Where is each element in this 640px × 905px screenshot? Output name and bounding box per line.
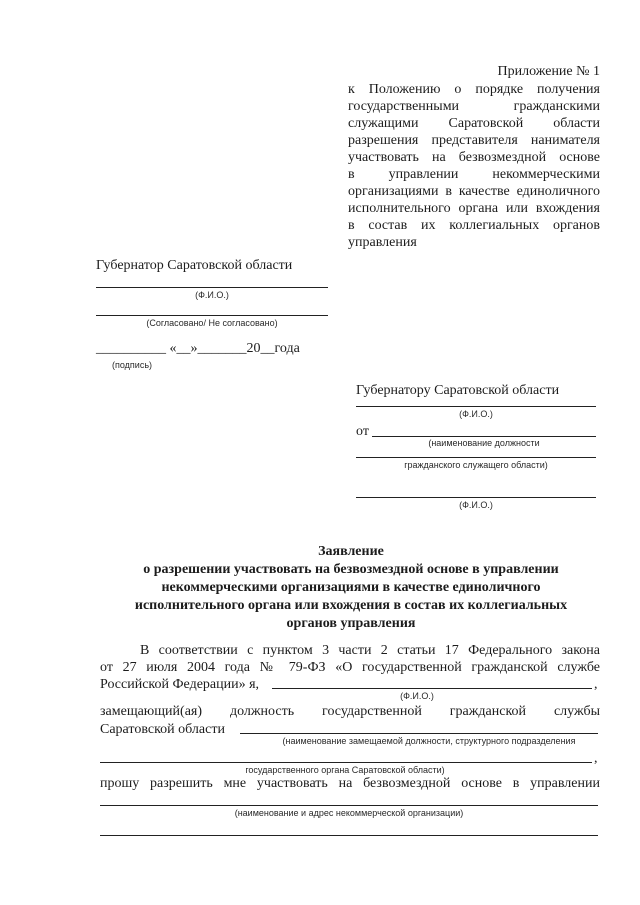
appendix-line: управления (348, 235, 417, 250)
body-p1-line2: от 27 июля 2004 года № 79-ФЗ «О государственной гражданской службе (100, 660, 600, 675)
body-position-line[interactable] (240, 733, 598, 734)
appendix-line: участвовать на безвозмездной основе (348, 150, 600, 165)
heading-line: органов управления (286, 616, 416, 631)
body-org-line-2[interactable] (100, 835, 598, 836)
appendix-line: служащими Саратовской области (348, 116, 600, 131)
body-p1-line3-comma: , (594, 677, 598, 692)
heading-line: исполнительного органа или вхождения в состав их коллегиальных (134, 598, 568, 613)
approval-fio-caption: (Ф.И.О.) (195, 290, 229, 300)
body-p2-line2-prefix: Саратовской области (100, 722, 225, 737)
addressee-fio2-line[interactable] (356, 497, 596, 498)
approval-signature-caption: (подпись) (112, 360, 153, 370)
body-p2-line1: замещающий(ая) должность государственной гражданской службы (100, 704, 600, 719)
addressee-title: Губернатору Саратовской области (356, 383, 560, 398)
body-org-line[interactable] (100, 805, 598, 806)
body-organ-comma: , (594, 751, 598, 766)
statement-heading (96, 543, 606, 633)
addressee-position-caption: (наименование должности (428, 438, 540, 448)
addressee-fio2-caption: (Ф.И.О.) (459, 500, 493, 510)
body-p1-line1: В соответствии с пунктом 3 части 2 статьи 17 Федерального закона (140, 643, 600, 658)
appendix-line: в состав их коллегиальных органов (348, 218, 600, 233)
appendix-title: Приложение № 1 (497, 64, 600, 79)
body-position-caption: (наименование замещаемой должности, структурного подразделения (282, 736, 576, 746)
approval-governor-title: Губернатор Саратовской области (96, 258, 293, 273)
approval-fio-line[interactable] (96, 287, 328, 288)
appendix-block (348, 64, 600, 251)
body-p3-line1: прошу разрешить мне участвовать на безвозмездной основе в управлении (100, 776, 600, 791)
heading-line: некоммерческими организациями в качестве единоличного (161, 580, 541, 595)
body-organ-caption: государственного органа Саратовской области) (245, 765, 445, 775)
body-fio-line[interactable] (272, 688, 592, 689)
appendix-line: организациями в качестве единоличного (348, 184, 600, 199)
approval-agreed-line[interactable] (96, 315, 328, 316)
body-org-caption: (наименование и адрес некоммерческой организации) (234, 808, 464, 818)
body-p1-line3-prefix: Российской Федерации» я, (100, 677, 260, 692)
addressee-fio-line[interactable] (356, 406, 596, 407)
heading-line: о разрешении участвовать на безвозмездной основе в управлении (143, 562, 559, 577)
addressee-position-line[interactable] (372, 436, 596, 437)
approval-agreed-caption: (Согласовано/ Не согласовано) (146, 318, 278, 328)
appendix-line: разрешения представителя нанимателя (348, 133, 600, 148)
appendix-line: исполнительного органа или вхождения (348, 201, 600, 216)
heading-line: Заявление (318, 544, 384, 559)
addressee-from-label: от (356, 424, 369, 439)
approval-date-line[interactable]: __________ «__»_______20__года (96, 341, 300, 356)
addressee-servant-caption: гражданского служащего области) (404, 460, 548, 470)
appendix-line: государственными гражданскими (348, 99, 600, 114)
appendix-line: к Положению о порядке получения (348, 82, 600, 97)
body-fio-caption: (Ф.И.О.) (400, 691, 434, 701)
addressee-fio-caption: (Ф.И.О.) (459, 409, 493, 419)
addressee-servant-line[interactable] (356, 457, 596, 458)
body-organ-line[interactable] (100, 762, 592, 763)
appendix-line: в управлении некоммерческими (348, 167, 600, 182)
